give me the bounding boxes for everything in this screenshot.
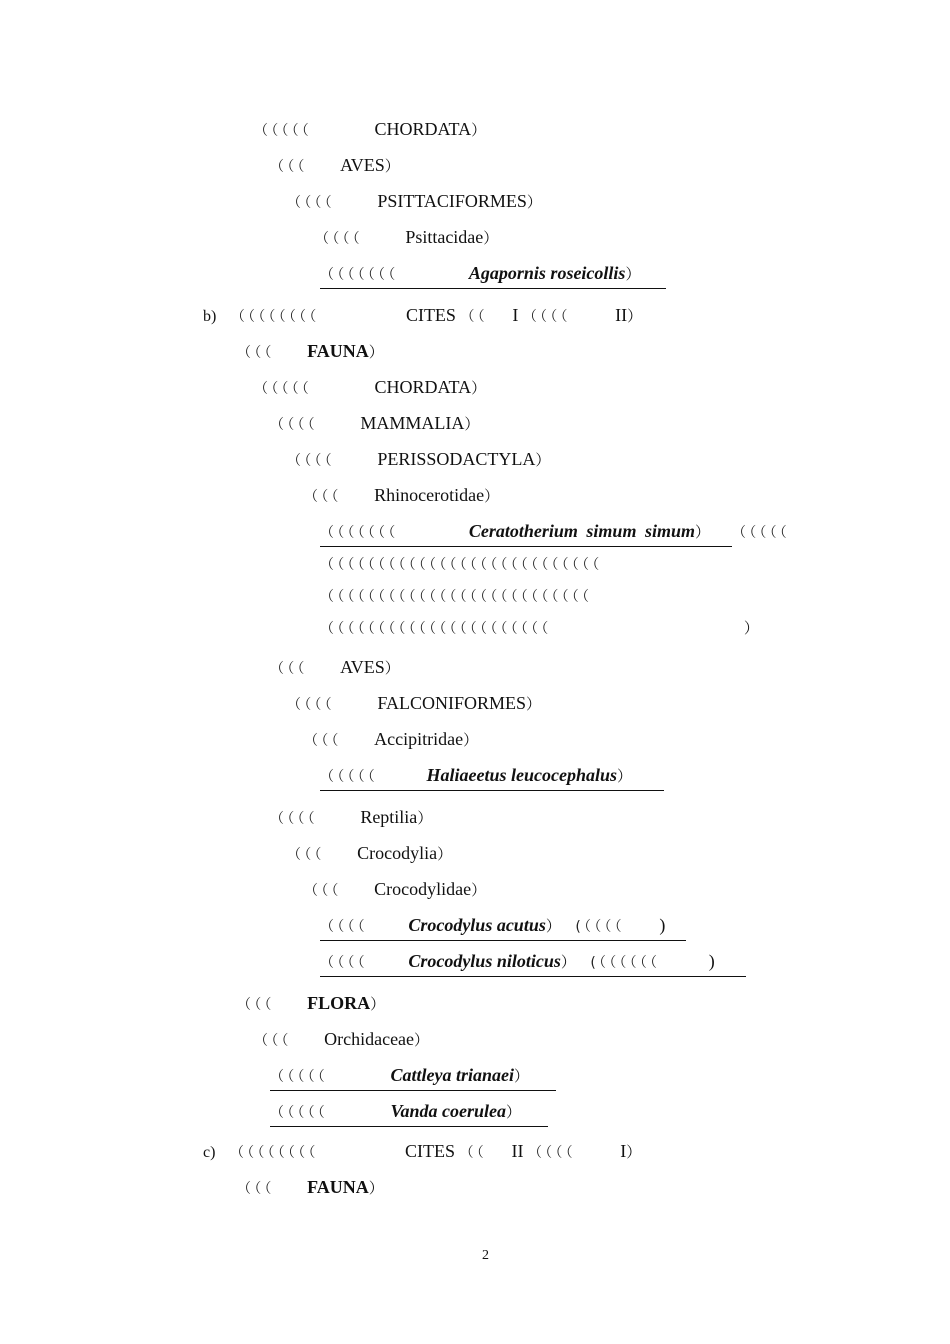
text-line — [254, 118, 486, 142]
close-paren: ) — [659, 915, 666, 935]
bracket-mark: ） — [471, 881, 487, 899]
species-line — [270, 1100, 548, 1127]
bracket-mark: ） — [471, 121, 487, 139]
bracket-mark: ） — [625, 265, 641, 283]
cjk-note: (（（（（ — [575, 919, 625, 935]
cjk-label: （（（（ — [522, 309, 571, 325]
appendix-to: II — [615, 305, 628, 325]
class-name: Reptilia — [360, 807, 418, 827]
text-line — [270, 154, 400, 178]
species-name: Crocodylus acutus — [408, 915, 546, 935]
class-name: AVES — [340, 657, 385, 677]
bracket-mark: ） — [417, 809, 433, 827]
phylum-name: CHORDATA — [374, 377, 472, 397]
bracket-mark: ） — [370, 995, 386, 1013]
text-line — [270, 412, 479, 436]
text-line — [270, 656, 400, 680]
bracket-mark: ） — [743, 619, 759, 637]
cjk-label: （（（（（（（ — [320, 267, 399, 283]
bracket-mark: ） — [368, 343, 384, 361]
bracket-mark: ） — [514, 1067, 530, 1085]
text-line — [304, 878, 486, 902]
cites-label: CITES — [405, 305, 456, 325]
cjk-text: （（（（（（（（（（（（（（（（（（（（（（（（（（ — [320, 589, 593, 605]
bracket-mark: ） — [384, 659, 400, 677]
family-name: Accipitridae — [374, 729, 464, 749]
bracket-mark: ） — [694, 523, 710, 541]
bracket-mark: ） — [463, 731, 479, 749]
bracket-mark: ） — [414, 1031, 430, 1049]
species-line — [270, 1064, 556, 1091]
cjk-label: （（（（（（（（ — [230, 309, 320, 325]
kingdom-name: FAUNA — [307, 1177, 369, 1197]
cjk-label: （（（（（ — [270, 1105, 328, 1121]
cjk-label: （（（（（ — [254, 123, 312, 139]
text-line — [237, 340, 384, 364]
cjk-text: （（（（（（（（（（（（（（（（（（（（（（ — [320, 621, 552, 637]
cjk-label: （（（ — [237, 345, 275, 361]
bracket-mark: ） — [535, 451, 551, 469]
appendix-to: I — [620, 1141, 627, 1161]
cjk-label: （（（（ — [315, 231, 363, 247]
species-name: Vanda coerulea — [390, 1101, 507, 1121]
cjk-label: （（（ — [254, 1033, 292, 1049]
bracket-mark: ） — [560, 953, 576, 971]
cjk-text: （（（（（（（（（（（（（（（（（（（（（（（（（（（ — [320, 557, 603, 573]
kingdom-name: FLORA — [307, 993, 371, 1013]
cjk-label: （（（（（（（（ — [229, 1145, 319, 1161]
phylum-name: CHORDATA — [374, 119, 472, 139]
species-name: Haliaeetus leucocephalus — [426, 765, 617, 785]
family-name: Crocodylidae — [374, 879, 472, 899]
cjk-label: （（ — [460, 309, 488, 325]
cjk-label: （（（（（ — [320, 769, 378, 785]
bracket-mark: ） — [627, 307, 643, 325]
species-name: Crocodylus niloticus — [408, 951, 561, 971]
appendix-from: II — [511, 1141, 524, 1161]
cjk-label: （（（ — [304, 733, 342, 749]
page-number: 2 — [482, 1248, 489, 1263]
list-marker: c) — [203, 1144, 216, 1161]
text-line — [320, 552, 602, 576]
bracket-mark: ） — [526, 193, 542, 211]
cjk-label: （（（ — [270, 159, 308, 175]
family-name: Orchidaceae — [324, 1029, 415, 1049]
list-item-b — [203, 304, 642, 328]
cjk-label: （（（（（ — [732, 525, 790, 541]
cjk-label: （（（（（ — [254, 381, 312, 397]
text-line — [304, 728, 478, 752]
text-line — [237, 1176, 384, 1200]
text-line — [304, 484, 499, 508]
cjk-label: （（（（ — [287, 453, 335, 469]
order-name: FALCONIFORMES — [377, 693, 527, 713]
bracket-mark: ） — [484, 487, 500, 505]
cjk-label: （（（ — [287, 847, 325, 863]
cjk-label: （（（ — [270, 661, 308, 677]
text-line — [320, 616, 759, 640]
species-line — [320, 950, 746, 977]
bracket-mark: ） — [617, 767, 633, 785]
cjk-label: （（（ — [237, 997, 275, 1013]
bracket-mark: ） — [545, 917, 561, 935]
bracket-mark: ） — [464, 415, 480, 433]
cites-label: CITES — [405, 1141, 456, 1161]
bracket-mark: ） — [368, 1179, 384, 1197]
cjk-label: （（（（ — [320, 919, 368, 935]
appendix-from: I — [512, 305, 519, 325]
species-line — [320, 764, 664, 791]
text-line — [315, 226, 498, 250]
cjk-label: （（（ — [304, 489, 342, 505]
class-name: MAMMALIA — [360, 413, 465, 433]
text-line — [270, 806, 432, 830]
family-name: Rhinocerotidae — [374, 485, 485, 505]
cjk-label: （（（（ — [527, 1145, 576, 1161]
bracket-mark: ） — [506, 1103, 522, 1121]
cjk-label: （（（（（（（ — [320, 525, 399, 541]
close-paren: ) — [708, 951, 715, 971]
list-marker: b) — [203, 308, 217, 325]
text-line — [287, 842, 452, 866]
text-line — [254, 376, 486, 400]
bracket-mark: ） — [384, 157, 400, 175]
species-line — [320, 520, 790, 547]
cjk-label: （（（ — [237, 1181, 275, 1197]
cjk-label: （（（（（ — [270, 1069, 328, 1085]
text-line — [237, 992, 385, 1016]
text-line — [320, 584, 592, 608]
species-line — [320, 262, 666, 289]
cjk-label: （（（（ — [320, 955, 368, 971]
cjk-label: （（（（ — [287, 195, 335, 211]
cjk-note: (（（（（（（ — [590, 955, 661, 971]
species-line — [320, 914, 686, 941]
cjk-label: （（（（ — [270, 811, 318, 827]
cjk-label: （（（（ — [270, 417, 318, 433]
bracket-mark: ） — [626, 1143, 642, 1161]
cjk-label: （（（（ — [287, 697, 335, 713]
cjk-label: （（（ — [304, 883, 342, 899]
order-name: PERISSODACTYLA — [377, 449, 536, 469]
order-name: PSITTACIFORMES — [377, 191, 527, 211]
bracket-mark: ） — [471, 379, 487, 397]
family-name: Psittacidae — [405, 227, 484, 247]
species-name: Cattleya trianaei — [390, 1065, 514, 1085]
cjk-label: （（ — [459, 1145, 487, 1161]
kingdom-name: FAUNA — [307, 341, 369, 361]
text-line — [254, 1028, 429, 1052]
list-item-c — [203, 1140, 641, 1164]
bracket-mark: ） — [437, 845, 453, 863]
order-name: Crocodylia — [357, 843, 438, 863]
text-line — [287, 190, 542, 214]
species-name: Agapornis roseicollis — [468, 263, 626, 283]
text-line — [287, 448, 550, 472]
bracket-mark: ） — [526, 695, 542, 713]
species-name: Ceratotherium simum simum — [468, 521, 695, 541]
class-name: AVES — [340, 155, 385, 175]
bracket-mark: ） — [483, 229, 499, 247]
text-line — [287, 692, 541, 716]
